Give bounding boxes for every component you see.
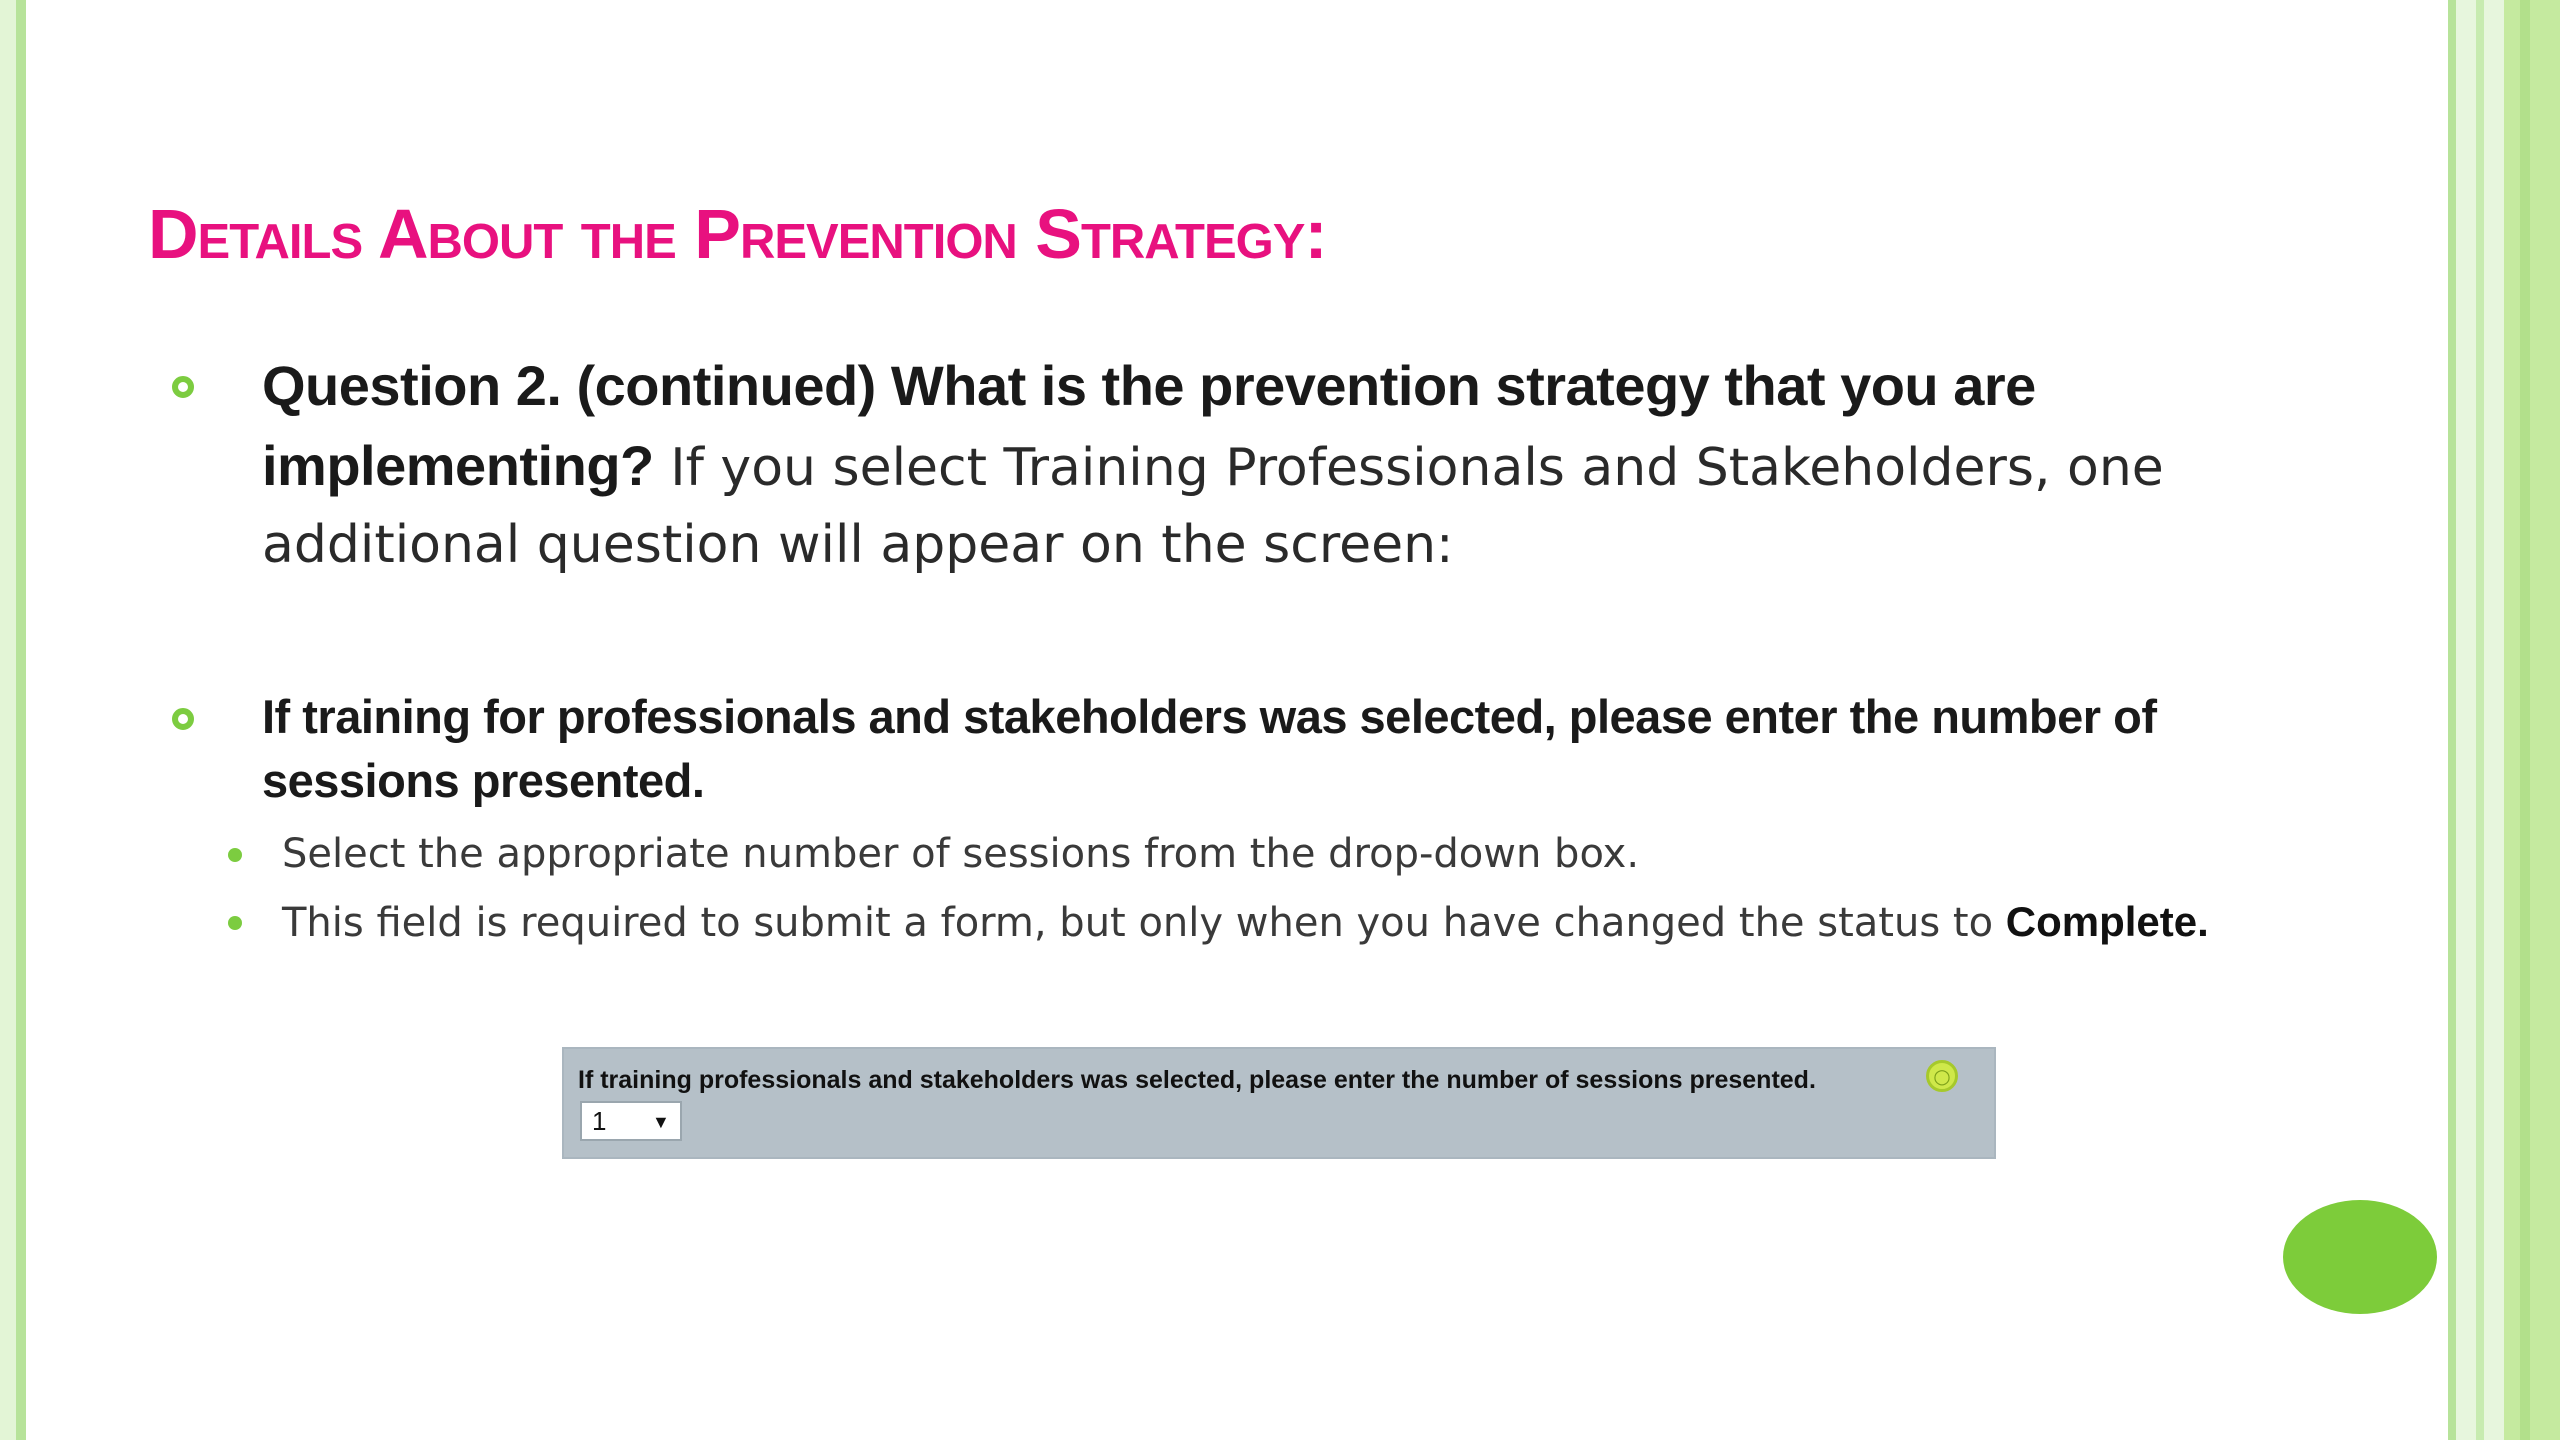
chevron-down-icon: ▼ bbox=[652, 1112, 670, 1132]
select-value: 1 bbox=[592, 1106, 607, 1136]
right-decorative-stripe bbox=[2456, 0, 2476, 1440]
question-2-bold: Question 2. (continued) What is the prevention strategy that you are implementing? bbox=[262, 354, 2036, 497]
slide-title: Details About the Prevention Strategy: bbox=[148, 195, 1327, 273]
bullet-ring-icon bbox=[172, 376, 194, 398]
left-decorative-stripe bbox=[0, 0, 16, 1440]
right-decorative-stripe bbox=[2448, 0, 2456, 1440]
left-decorative-stripe-accent bbox=[16, 0, 26, 1440]
right-decorative-stripe bbox=[2484, 0, 2504, 1440]
sub-bullet-required-note bbox=[282, 896, 2209, 949]
bullet-ring-icon bbox=[172, 708, 194, 730]
question-2-description: If you select Training Professionals and Stakeholders, one additional question will appear on the screen: bbox=[262, 438, 2164, 575]
sub-bullet-dot-icon bbox=[228, 916, 242, 930]
complete-status-emphasis: Complete. bbox=[2005, 898, 2209, 945]
right-decorative-stripe bbox=[2520, 0, 2530, 1440]
sub-bullet-dropdown-instruction: Select the appropriate number of sessions from the drop-down box. bbox=[282, 831, 1640, 877]
sessions-count-select[interactable] bbox=[580, 1101, 682, 1141]
required-indicator-icon: ○ bbox=[1926, 1060, 1958, 1092]
sessions-form-panel bbox=[562, 1047, 1996, 1159]
sub-bullet-dot-icon bbox=[228, 848, 242, 862]
sessions-form-label: If training professionals and stakeholders was selected, please enter the number of sessions presented. bbox=[578, 1066, 1816, 1094]
question-2-text bbox=[262, 347, 2262, 584]
next-slide-dot-icon[interactable] bbox=[2283, 1200, 2437, 1314]
right-decorative-stripe bbox=[2476, 0, 2484, 1440]
sessions-question-text: If training for professionals and stakeholders was selected, please enter the number of sessions presented. bbox=[262, 690, 2157, 807]
required-note-text: This field is required to submit a form, but only when you have changed the status to bbox=[282, 900, 2006, 946]
right-decorative-stripe bbox=[2504, 0, 2560, 1440]
